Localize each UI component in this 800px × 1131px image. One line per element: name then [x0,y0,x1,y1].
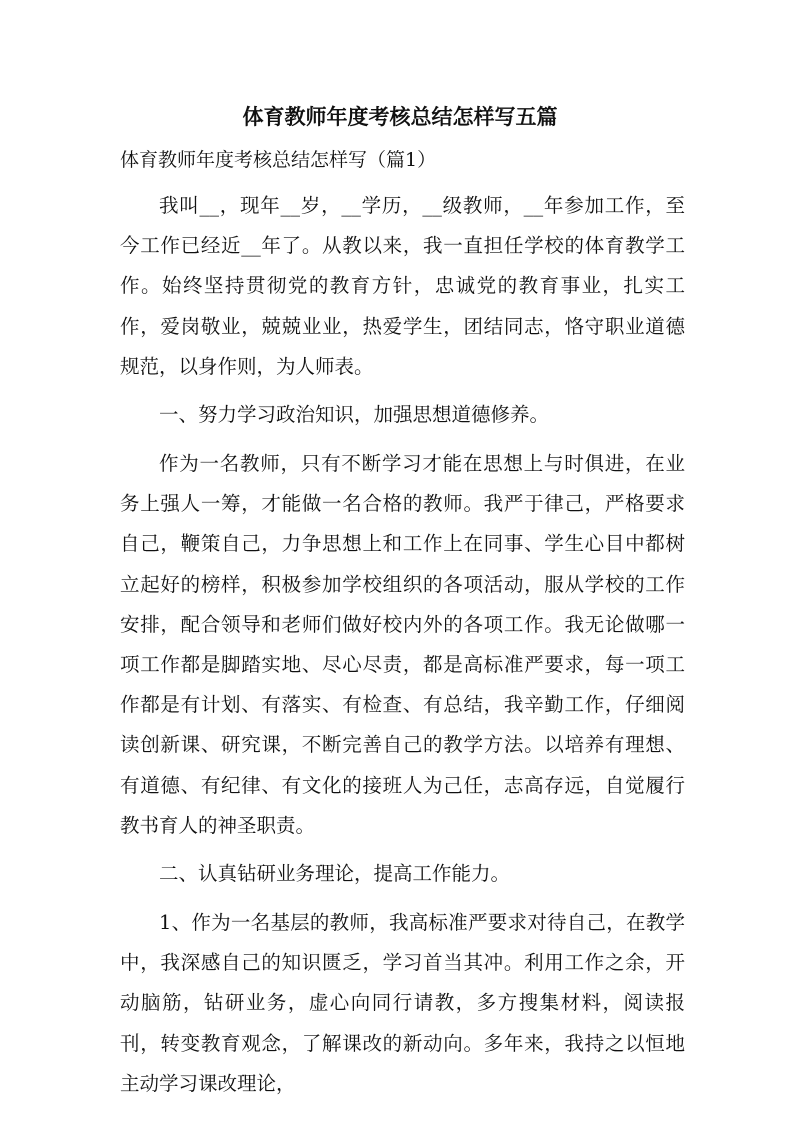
intro-paragraph: 我叫__，现年__岁，__学历，__级教师，__年参加工作，至今工作已经近__年了。从教以来，我一直担任学校的体育教学工作。始终坚持贯彻党的教育方针，忠诚党的教育事业，扎实工作，爱岗敬业，兢兢业业，热爱学生，团结同志，恪守职业道德规范，以身作则，为人师表。 [120,194,685,378]
document-body [120,186,685,1112]
section-heading: 体育教师年度考核总结怎样写（篇1） [120,149,437,171]
document-title: 体育教师年度考核总结怎样写五篇 [242,104,558,129]
section-two-paragraph: 1、作为一名基层的教师，我高标准严要求对待自己，在教学中，我深感自己的知识匮乏，学习首当其冲。利用工作之余，开动脑筋，钻研业务，虚心向同行请教，多方搜集材料，阅读报刊，转变教育观念，了解课改的新动向。多年来，我持之以恒地主动学习课改理论， [120,911,685,1095]
section-one-heading: 一、努力学习政治知识，加强思想道德修养。 [159,403,550,427]
section-one-paragraph: 作为一名教师，只有不断学习才能在思想上与时俱进，在业务上强人一筹，才能做一名合格的教师。我严于律己，严格要求自己，鞭策自己，力争思想上和工作上在同事、学生心目中都树立起好的榜样，积极参加学校组织的各项活动，服从学校的工作安排，配合领导和老师们做好校内外的各项工作。我无论做哪一项工作都是脚踏实地、尽心尽责，都是高标准严要求，每一项工作都是有计划、有落实、有检查、有总结，我辛勤工作，仔细阅读创新课、研究课，不断完善自己的教学方法。以培养有理想、有道德、有纪律、有文化的接班人为己任，志高存远，自觉履行教书育人的神圣职责。 [120,452,685,837]
section-two-heading: 二、认真钻研业务理论，提高工作能力。 [159,862,511,886]
